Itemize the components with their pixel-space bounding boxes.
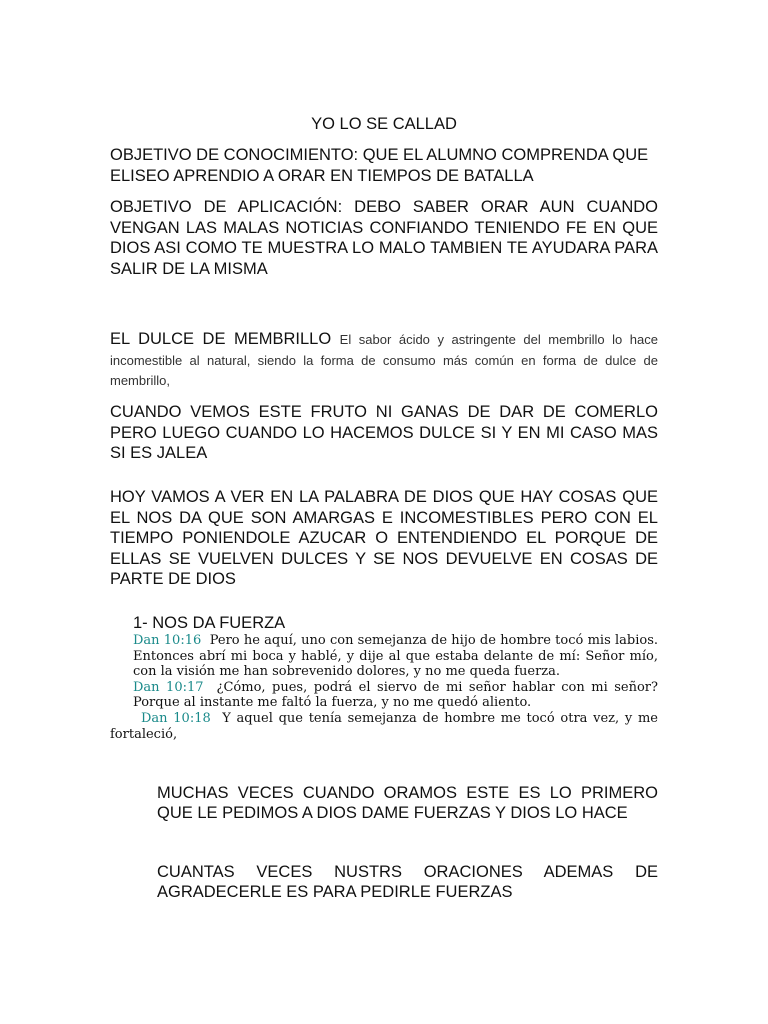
verse-dan-10-17 <box>110 680 658 711</box>
point-1-heading: 1- NOS DA FUERZA <box>133 614 286 632</box>
thanks-paragraph: CUANTAS VECES NUSTRS ORACIONES ADEMAS DE AGRADECERLE ES PARA PEDIRLE FUERZAS <box>157 863 658 902</box>
verse-dan-10-16 <box>110 633 658 680</box>
membrillo-heading: EL DULCE DE MEMBRILLO <box>110 330 332 348</box>
verse-reference: Dan 10:18 <box>141 710 211 726</box>
verse-text: Y aquel que tenía semejanza de hombre me tocó otra vez, y me fortaleció, <box>110 710 658 742</box>
verse-text: ¿Cómo, pues, podrá el siervo de mi señor hablar con mi señor? Porque al instante me faltó la fuerza, y no me quedó aliento. <box>133 679 658 711</box>
verses-block <box>110 633 658 742</box>
verse-reference: Dan 10:16 <box>133 633 202 648</box>
document-title: YO LO SE CALLAD <box>311 115 457 133</box>
membrillo-description: El sabor ácido y astringente del membrillo lo hace incomestible al natural, siendo la forma de consumo más común en forma de dulce de membrillo, <box>110 332 658 388</box>
objective-knowledge: OBJETIVO DE CONOCIMIENTO: QUE EL ALUMNO COMPRENDA QUE ELISEO APRENDIO A ORAR EN TIEMPOS DE BATALLA <box>110 146 649 185</box>
fruit-paragraph: CUANDO VEMOS ESTE FRUTO NI GANAS DE DAR DE COMERLO PERO LUEGO CUANDO LO HACEMOS DULCE SI Y EN MI CASO MAS SI ES JALEA <box>110 403 658 462</box>
verse-text: Pero he aquí, uno con semejanza de hijo de hombre tocó mis labios. Entonces abrí mi boca y hablé, y dije al que estaba delante de mí: Señor mío, con la visión me han sobrevenido dolores, y no me queda fuerza. <box>133 633 658 680</box>
pray-paragraph: MUCHAS VECES CUANDO ORAMOS ESTE ES LO PRIMERO QUE LE PEDIMOS A DIOS DAME FUERZAS Y DIOS LO HACE <box>157 784 658 823</box>
objective-application: OBJETIVO DE APLICACIÓN: DEBO SABER ORAR AUN CUANDO VENGAN LAS MALAS NOTICIAS CONFIANDO TENIENDO FE EN QUE DIOS ASI COMO TE MUESTRA LO MALO TAMBIEN TE AYUDARA PARA SALIR DE LA MISMA <box>110 198 658 278</box>
verse-reference: Dan 10:17 <box>133 679 204 695</box>
verse-dan-10-18 <box>110 711 658 742</box>
today-paragraph: HOY VAMOS A VER EN LA PALABRA DE DIOS QUE HAY COSAS QUE EL NOS DA QUE SON AMARGAS E INCOMESTIBLES PERO CON EL TIEMPO PONIENDOLE AZUCAR O ENTENDIENDO EL PORQUE DE ELLAS SE VUELVEN DULCES Y SE NOS DEVUELVE EN COSAS DE PARTE DE DIOS <box>110 488 658 588</box>
membrillo-paragraph <box>110 329 658 391</box>
